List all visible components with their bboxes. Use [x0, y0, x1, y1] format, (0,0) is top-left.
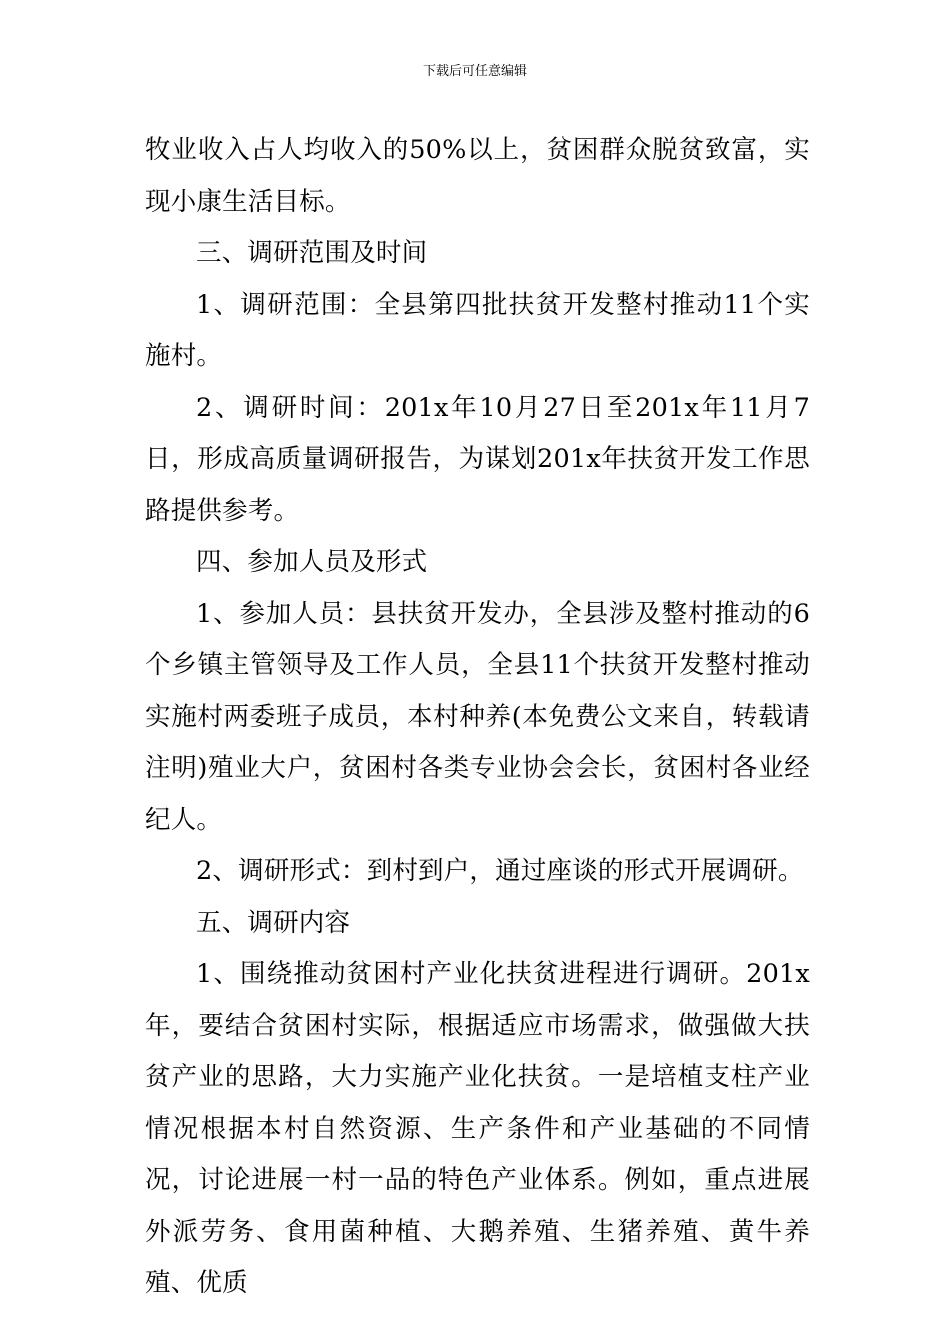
section-heading-scope-time: 三、调研范围及时间 — [196, 238, 428, 268]
section-heading-content: 五、调研内容 — [196, 907, 351, 938]
paragraph-research-time: 2、调研时间：201x年10月27日至201x年11月7日，形成高质量调研报告，为谋划201x年扶贫开发工作思路提供参考。 — [145, 392, 810, 526]
section-heading-participants: 四、参加人员及形式 — [196, 547, 428, 577]
page-header: 下载后可任意编辑 — [422, 64, 527, 79]
paragraph-industry-poverty: 1、围绕推动贫困村产业化扶贫进程进行调研。201x年，要结合贫困村实际，根据适应市场需求，做强做大扶贫产业的思路，大力实施产业化扶贫。一是培植支柱产业情况根据本村自然资源、生产条件和产业基础的不同情况，讨论进展一村一品的特色产业体系。例如，重点进展外派劳务、食用菌种植、大鹅养殖、生猪养殖、黄牛养殖、优质 — [145, 959, 810, 1298]
paragraph-continuation: 牧业收入占人均收入的50%以上，贫困群众脱贫致富，实现小康生活目标。 — [145, 135, 810, 217]
document-body — [145, 125, 810, 1310]
paragraph-research-form: 2、调研形式：到村到户，通过座谈的形式开展调研。 — [196, 856, 804, 886]
paragraph-participants: 1、参加人员：县扶贫开发办，全县涉及整村推动的6个乡镇主管领导及工作人员，全县11个扶贫开发整村推动实施村两委班子成员，本村种养(本免费公文来自，转载请注明)殖业大户，贫困村各类专业协会会长，贫困村各业经纪人。 — [145, 598, 810, 835]
paragraph-research-scope: 1、调研范围：全县第四批扶贫开发整村推动11个实施村。 — [145, 289, 810, 371]
